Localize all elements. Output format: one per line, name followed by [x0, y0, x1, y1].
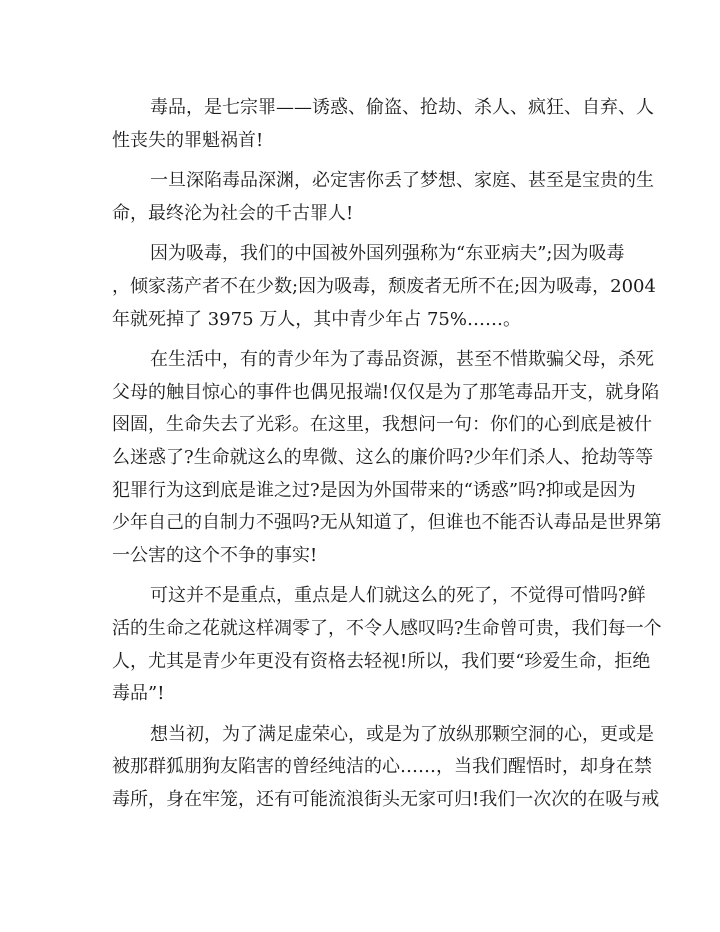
text-line: 因为吸毒，我们的中国被外国列强称为“东亚病夫”;因为吸毒 — [150, 243, 625, 265]
text-line: 活的生命之花就这样凋零了，不令人感叹吗?生命曾可贵，我们每一个 — [112, 617, 662, 639]
paragraph-4 — [112, 344, 662, 572]
text-line: 人，尤其是青少年更没有资格去轻视!所以，我们要“珍爱生命，拒绝 — [112, 650, 651, 672]
paragraph-2 — [112, 165, 654, 230]
paragraph-6 — [112, 719, 660, 817]
text-line: 一旦深陷毒品深渊，必定害你丢了梦想、家庭、甚至是宝贵的生 — [150, 170, 654, 192]
text-line: 毒所，身在牢笼，还有可能流浪街头无家可归!我们一次次的在吸与戒 — [112, 788, 660, 810]
text-line: 囹圄，生命失去了光彩。在这里，我想问一句：你们的心到底是被什 — [112, 414, 652, 436]
text-line: 在生活中，有的青少年为了毒品资源，甚至不惜欺骗父母，杀死 — [150, 349, 654, 371]
text-line: 性丧失的罪魁祸首! — [112, 129, 264, 151]
text-line: 年就死掉了 3975 万人，其中青少年占 75%……。 — [112, 308, 521, 330]
text-line: 可这并不是重点，重点是人们就这么的死了，不觉得可惜吗?鲜 — [150, 585, 646, 607]
text-line: 命，最终沦为社会的千古罪人! — [112, 202, 354, 224]
text-line: 毒品”! — [112, 683, 165, 705]
text-line: 么迷惑了?生命就这么的卑微、这么的廉价吗?少年们杀人、抢劫等等 — [112, 446, 654, 468]
paragraph-1 — [112, 92, 654, 157]
text-line: 毒品，是七宗罪——诱惑、偷盗、抢劫、杀人、疯狂、自弃、人 — [150, 97, 654, 118]
text-line: 被那群狐朋狗友陷害的曾经纯洁的心……，当我们醒悟时，却身在禁 — [112, 756, 652, 778]
paragraph-5 — [112, 580, 662, 710]
text-line: ，倾家荡产者不在少数;因为吸毒，颓废者无所不在;因为吸毒，2004 — [112, 275, 656, 297]
text-line: 犯罪行为这到底是谁之过?是因为外国带来的“诱惑”吗?抑或是因为 — [112, 479, 636, 501]
text-line: 一公害的这个不争的事实! — [112, 544, 318, 566]
text-line: 想当初，为了满足虚荣心，或是为了放纵那颗空洞的心，更或是 — [150, 723, 654, 745]
text-line: 少年自己的自制力不强吗?无从知道了，但谁也不能否认毒品是世界第 — [112, 512, 662, 534]
document-body — [112, 92, 662, 824]
text-line: 父母的触目惊心的事件也偶见报端!仅仅是为了那笔毒品开支，就身陷 — [112, 381, 660, 403]
paragraph-3 — [112, 238, 656, 336]
